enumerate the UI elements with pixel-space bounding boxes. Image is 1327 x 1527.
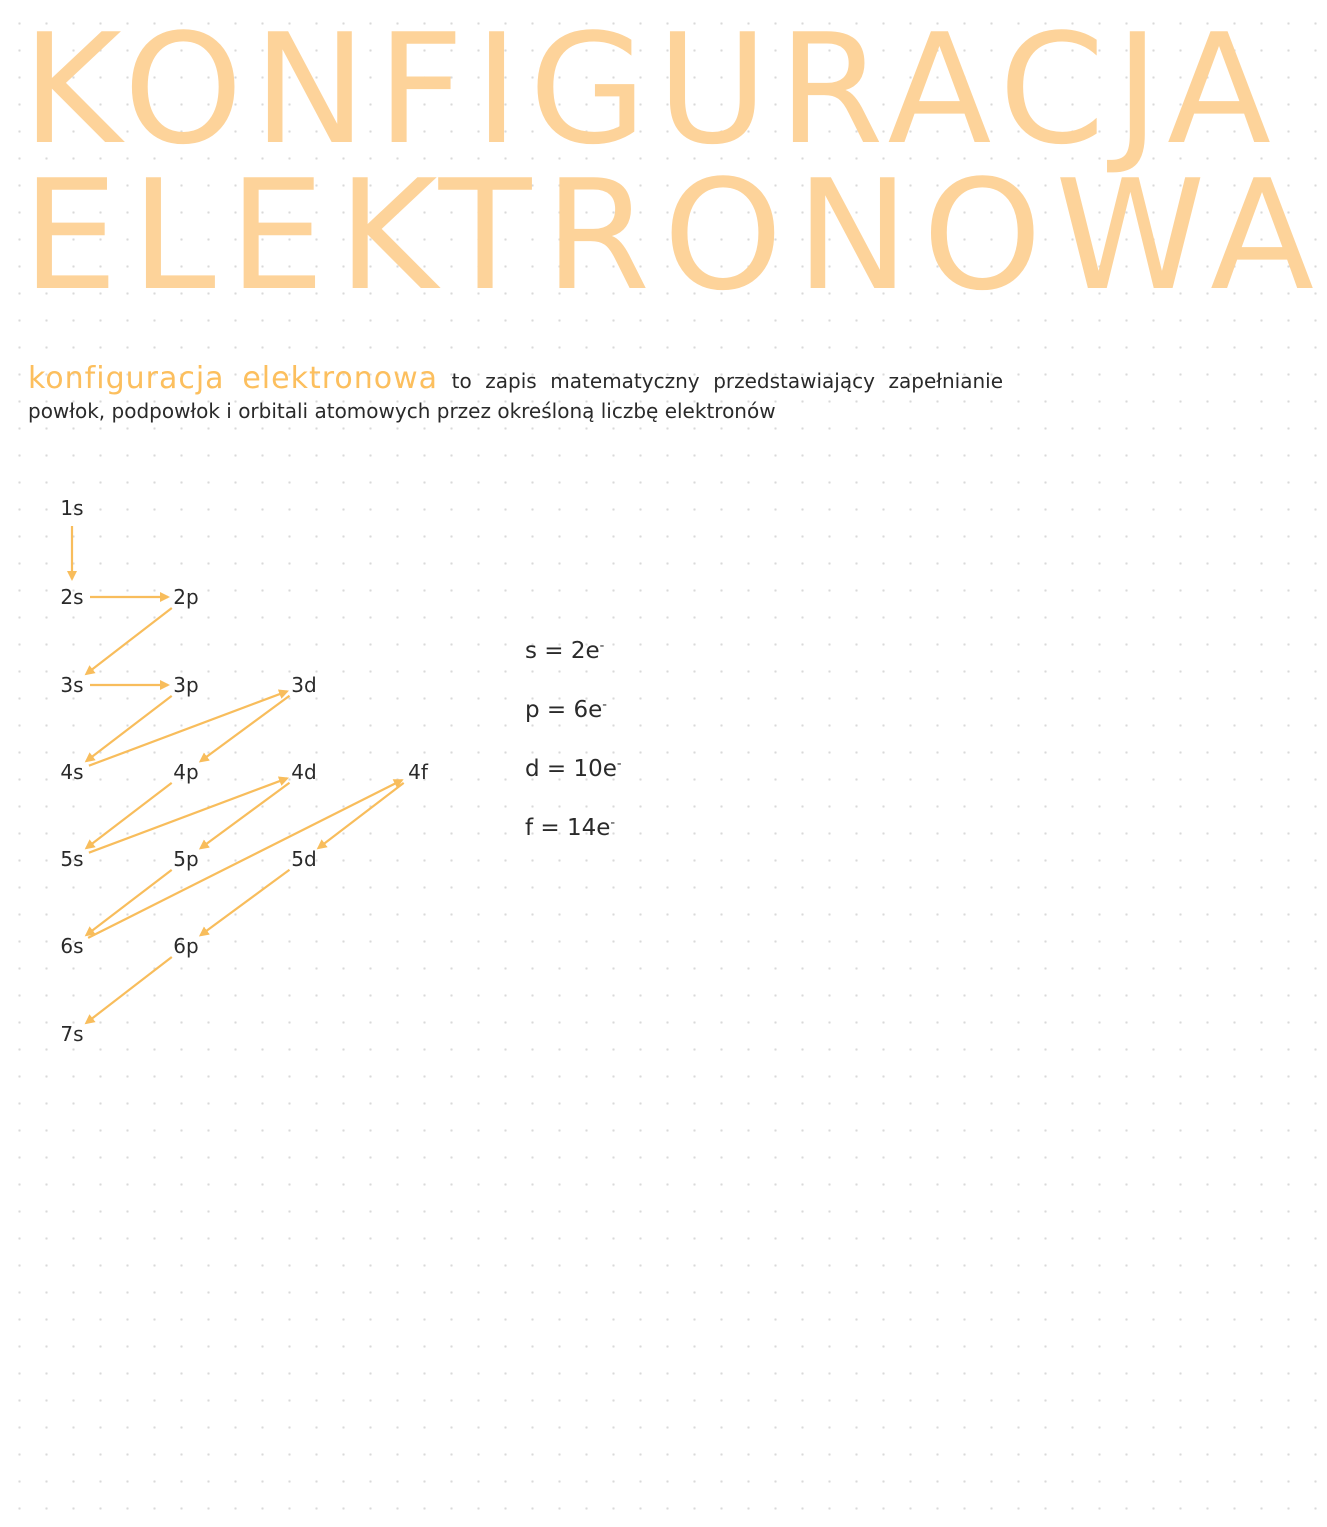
arrow-5p-to-6s [86, 870, 171, 935]
arrow-4s-to-3d [89, 691, 287, 765]
definition-paragraph [28, 361, 1004, 426]
definition-text: to zapis matematyczny przedstawiający zapełnianie powłok, podpowłok i orbitali atomowych przez określoną liczbę elektronów [28, 369, 1004, 423]
subshell-5d: 5d [291, 847, 317, 871]
subshell-4p: 4p [173, 760, 199, 784]
arrow-5d-to-6p [201, 870, 290, 936]
subshell-4d: 4d [291, 760, 317, 784]
arrow-4d-to-5p [201, 783, 290, 849]
arrow-4p-to-5s [86, 783, 171, 848]
title-line-1: KONFIGURACJA [22, 1, 1282, 178]
subshell-3d: 3d [291, 673, 317, 697]
arrow-6s-to-4f [88, 780, 402, 938]
labels-group [60, 496, 428, 1046]
title-line-2: ELEKTRONOWA [22, 147, 1327, 324]
subshell-2s: 2s [60, 585, 84, 609]
subshell-1s: 1s [60, 496, 84, 520]
arrow-3p-to-4s [86, 696, 171, 761]
subshell-3s: 3s [60, 673, 84, 697]
arrow-6p-to-7s [86, 957, 172, 1023]
capacity-list [525, 638, 622, 874]
capacity-d: d = 10e- [525, 756, 622, 782]
arrow-3d-to-4p [201, 696, 290, 762]
subshell-3p: 3p [173, 673, 199, 697]
subshell-5p: 5p [173, 847, 199, 871]
arrows-group [72, 526, 404, 1023]
subshell-7s: 7s [60, 1022, 84, 1046]
capacity-p: p = 6e- [525, 697, 607, 723]
subshell-4s: 4s [60, 760, 84, 784]
arrow-4f-to-5d [318, 783, 403, 848]
capacity-s: s = 2e- [525, 638, 605, 664]
subshell-2p: 2p [173, 585, 199, 609]
arrow-2p-to-3s [86, 608, 172, 674]
subshell-6p: 6p [173, 934, 199, 958]
subshell-4f: 4f [408, 760, 428, 784]
subshell-5s: 5s [60, 847, 84, 871]
arrow-5s-to-4d [89, 778, 287, 852]
definition-term: konfiguracja elektronowa [28, 361, 439, 396]
subshell-6s: 6s [60, 934, 84, 958]
capacity-f: f = 14e- [525, 815, 616, 841]
